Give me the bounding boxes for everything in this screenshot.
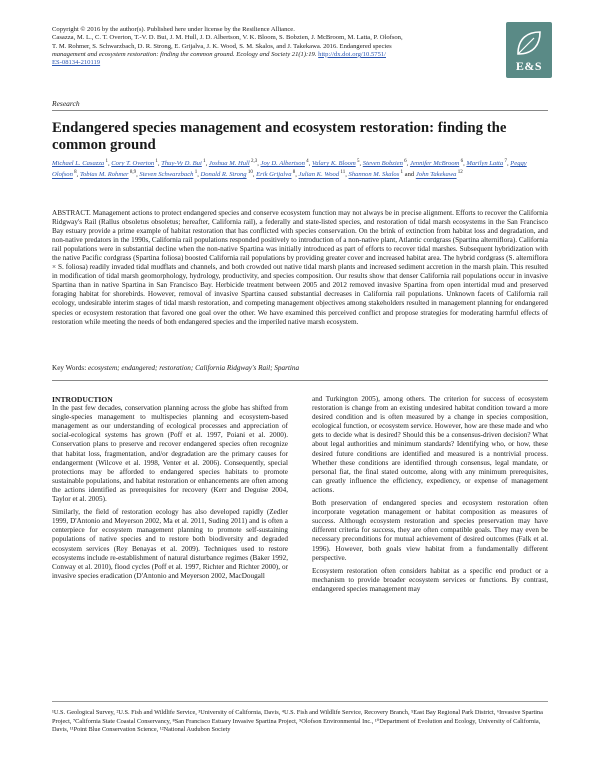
doi-link-cont[interactable]: ES-08134-210119: [52, 59, 101, 67]
author-affiliation: 1: [193, 170, 198, 176]
doi-link[interactable]: http://dx.doi.org/10.5751/: [318, 50, 386, 58]
author-affiliation: 1: [399, 170, 404, 176]
author-affiliation: 12: [456, 170, 463, 176]
author-affiliation: 10: [246, 170, 253, 176]
doi-line: [52, 59, 502, 67]
abstract-label: ABSTRACT.: [52, 209, 91, 217]
author-link[interactable]: Jennifer McBroom: [409, 160, 460, 168]
author-link[interactable]: John Takekawa: [415, 171, 457, 179]
author-link[interactable]: Valary K. Bloom: [311, 160, 356, 168]
author-affiliation: 8: [291, 170, 296, 176]
abstract: [52, 209, 548, 327]
author-affiliation: 7: [503, 159, 507, 164]
author-list: Michael L. Casazza $^1$, Cory T. Overton $^1$, Thuy-Vy D. Bui $^1$, Joshua M. Hull $^{2,3}$, Joy D. Albertson $^4$, Valary K. Bloom $^5$, Steven Bobzien $^6$, Jennifer McBroom $^6$, Marilyn Latta $^7$, Peggy Olofson $^8$, Tobias M. Rohmer $^{8,9}$, Steven Schwarzbach $^1$, Donald R. Strong $^{10}$, Erik Grijalva $^8$, Julian K. Wood $^{11}$, Shannon M. Skalos $^1$ and John Takekawa $^{12}$: [52, 159, 527, 179]
author-link[interactable]: Joy D. Albertson: [260, 160, 305, 168]
paragraph: Both preservation of endangered species and ecosystem restoration often incorporate vegetation management or habitat composition as measures of success. Although ecosystem restoration and species preservation may have different criteria for success, they are often compatible goals. They may even be necessary preconditions for mutual achievement of desired outcomes (Falk et al. 1996). However, both goals view habitat from a fundamentally different perspective.: [312, 499, 548, 562]
author-link[interactable]: Cory T. Overton: [111, 160, 155, 168]
paragraph: Ecosystem restoration often considers habitat as a specific end product or a mechanism to provide broader ecosystem services or functions. By contrast, endangered species management may: [312, 566, 548, 593]
intro-heading: INTRODUCTION: [52, 395, 113, 404]
paragraph: Similarly, the field of restoration ecology has also developed rapidly (Zedler 1999, D'Antonio and Meyerson 2002, Ma et al. 2011, Suding 2011) and is often a centerpiece for ecosystem management planning to promote self-sustaining populations of native species and to restore both biodiversity and degraded ecosystem services (Rey Benayas et al. 2009). Techniques used to restore ecosystems include re-establishment of natural disturbance regimes (Baker 1992, Conway et al. 2010), flood cycles (Poff et al. 1997, Richter and Richter 2000), or invasive species eradication (D'Antonio and Meyerson 2002, MacDougall: [52, 508, 288, 580]
author-affiliation: 1: [154, 159, 158, 164]
author-affiliation: 8: [72, 170, 77, 176]
author-link[interactable]: Donald R. Strong: [200, 171, 247, 179]
divider: [52, 110, 548, 111]
paragraph: In the past few decades, conservation planning across the globe has shifted from single-species management to multispecies planning and ecosystem-based management as our understanding of ecological processes and appreciation of social-ecological systems has grown (Poff et al. 1997, Poiani et al. 2000). Conservation plans to preserve and recover endangered species often recognize that habitat loss, fragmentation, and/or degradation are the primary causes for endangerment (Wilcove et al. 1998, Venter et al. 2006). Consequently, special protections may be afforded to endangered species habitats to promote sustainable populations, and habitat restoration or enhancements are often among the actions identified as prerequisites for recovery (Kerr and Deguise 2004, Taylor et al. 2005).: [52, 404, 288, 504]
author-link[interactable]: Peggy Olofson: [52, 160, 527, 179]
author-link[interactable]: Shannon M. Skalos: [348, 171, 400, 179]
section-label: Research: [52, 99, 80, 108]
keywords-text: ecosystem; endangered; restoration; California Ridgway's Rail; Spartina: [88, 364, 300, 372]
author-affiliation: 1: [201, 159, 206, 164]
citation-header: [52, 26, 502, 67]
keywords: [52, 364, 548, 372]
author-affiliation: 6: [459, 159, 464, 164]
right-column: [312, 395, 548, 598]
journal-logo: [506, 22, 552, 78]
author-link[interactable]: Julian K. Wood: [298, 171, 340, 179]
divider: [52, 380, 548, 381]
copyright-line: Copyright © 2016 by the author(s). Published here under license by the Resilience Alliance.: [52, 26, 295, 33]
author-affiliation: 6: [402, 159, 407, 164]
abstract-text: Management actions to protect endangered species and conserve ecosystem function may not always be in precise alignment. Efforts to recover the California Ridgway's Rail (Rallus obsoletus obsoletus; hereafter, California rail), a federally and state-listed species, and restoration of tidal marsh ecosystems in the San Francisco Bay estuary provide a prime example of habitat restoration that has conflicted with species conservation. On the brink of extinction from habitat loss and degradation, and non-native predators in the 1990s, California rail populations responded positively to introduction of a non-native plant, Atlantic cordgrass (Spartina alterniflora). California rail populations were in substantial decline when the non-native Spartina was initially introduced as part of efforts to recover tidal marshes. Subsequent hybridization with the native Pacific cordgrass (Spartina foliosa) boosted California rail populations by providing greater cover and increased habitat area. The hybrid cordgrass (S. alterniflora × S. foliosa) readily invaded tidal mudflats and channels, and both crowded out native tidal marsh plants and increased sediment accretion in the marsh plain. This resulted in modification of tidal marsh geomorphology, hydrology, productivity, and species composition. Our results show that denser California rail populations occur in invasive Spartina than in native Spartina in San Francisco Bay. Herbicide treatment between 2005 and 2012 removed invasive Spartina from open intertidal mud and preserved foraging habitat for shorebirds. However, removal of invasive Spartina caused substantial decreases in California rail populations. Unknown facets of California rail ecology, undesirable interim stages of tidal marsh restoration, and competing management objectives among stakeholders resulted in management planning for endangered species or ecosystem restoration that favored one goal over the other. We have examined this perceived conflict and propose strategies for moderating harmful effects of restoration while meeting the needs of both endangered species and the imperiled native marsh ecosystem.: [52, 209, 548, 326]
author-link[interactable]: Erik Grijalva: [256, 171, 292, 179]
author-link[interactable]: Tobias M. Rohmer: [79, 171, 129, 179]
author-link[interactable]: Steven Schwarzbach: [139, 171, 194, 179]
author-link[interactable]: Joshua M. Hull: [208, 160, 250, 168]
author-link[interactable]: Steven Bobzien: [362, 160, 403, 168]
citation-line: management and ecosystem restoration: finding the common ground. Ecology and Society 21(1):19. http://dx.doi.org/10.5751/: [52, 50, 386, 58]
divider: [52, 701, 548, 702]
author-link[interactable]: Michael L. Casazza: [52, 160, 105, 168]
author-affiliation: 11: [339, 170, 346, 176]
citation-line: Casazza, M. L., C. T. Overton, T.-V. D. Bui, J. M. Hull, J. D. Albertson, V. K. Bloom, S. Bobzien, J. McBroom, M. Latta, P. Olofson,: [52, 34, 403, 42]
leaf-icon: [514, 28, 544, 58]
page-title: Endangered species management and ecosystem restoration: finding the common ground: [52, 120, 507, 153]
author-affiliation: 5: [355, 159, 360, 164]
paragraph: and Turkington 2005), among others. The criterion for success of ecosystem restoration is change from an existing undesired habitat condition toward a more desired condition and is often measured by a change in species composition, ecological function, or ecosystem service. However, how are these made and who gets to decide what is desired? Should this be a consensus-driven decision? What about legal authorities and minimum standards? Identifying who, or how, these desired future conditions are identified and measured is a nontrivial process. Whether these conditions are identified through consensus, legal mandate, or personal fiat, the final stated outcome, along with any minimum prerequisites, can greatly influence the efficiency, expediency, or expense of management actions.: [312, 395, 548, 494]
author-affiliation: 4: [304, 159, 309, 164]
keywords-label: Key Words:: [52, 364, 87, 372]
author-link[interactable]: Thuy-Vy D. Bui: [161, 160, 202, 168]
author-affiliation: 8,9: [128, 170, 137, 176]
author-link[interactable]: Marilyn Latta: [466, 160, 504, 168]
author-affiliation: 2,3: [249, 159, 258, 164]
citation-line: T. M. Rohmer, S. Schwarzbach, D. R. Strong, E. Grijalva, J. K. Wood, S. M. Skalos, and J. Takekawa. 2016. Endangered species: [52, 42, 392, 50]
author-affiliation: 1: [104, 159, 108, 164]
logo-text: E&S: [515, 59, 543, 73]
left-column: [52, 395, 288, 585]
affiliation-footnotes: ¹U.S. Geological Survey, ²U.S. Fish and Wildlife Service, ³University of California, Davis, ⁴U.S. Fish and Wildlife Service, Recovery Branch, ⁵East Bay Regional Park District, ⁶Invasive Spartina Project, ⁷California State Coastal Conservancy, ⁸San Francisco Estuary Invasive Spartina Project, ⁹Olofson Environmental Inc., ¹⁰Department of Evolution and Ecology, University of California, Davis, ¹¹Point Blue Conservation Science, ¹²National Audubon Society: [52, 709, 543, 734]
